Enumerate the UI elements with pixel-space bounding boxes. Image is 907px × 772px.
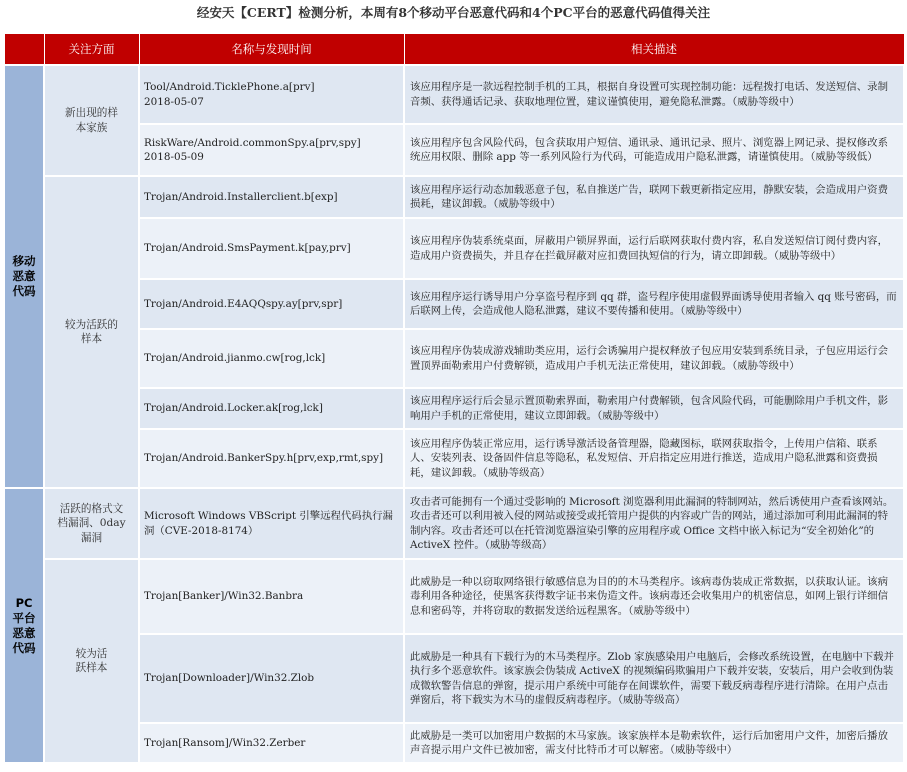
aspect-active-sample-label: 较为活跃的样本 (65, 318, 118, 345)
table-row (4, 65, 904, 124)
malware-name: Microsoft Windows VBScript 引擎远程代码执行漏洞（CVE-2018-8174） (139, 488, 404, 559)
category-pc (4, 488, 44, 763)
malware-date: 2018-05-07 (144, 95, 204, 108)
malware-desc: 该应用程序运行动态加载恶意子包，私自推送广告，联网下载更新指定应用，静默安装，会造成用户资费损耗，建议卸载。（威胁等级中） (404, 176, 904, 218)
malware-name: Trojan[Ransom]/Win32.Zerber (139, 723, 404, 763)
table-row (4, 559, 904, 634)
table-row (4, 329, 904, 388)
aspect-pc-active (44, 559, 139, 763)
malware-desc: 此威胁是一类可以加密用户数据的木马家族。该家族样本是勒索软件，运行后加密用户文件，加密后播放声音提示用户文件已被加密，需支付比特币才可以解密。（威胁等级中） (404, 723, 904, 763)
malware-name: Trojan/Android.BankerSpy.h[prv,exp,rmt,spy] (139, 429, 404, 488)
table-header-row (4, 34, 904, 66)
malware-name: Trojan/Android.jianmo.cw[rog,lck] (139, 329, 404, 388)
malware-name: Trojan[Banker]/Win32.Banbra (139, 559, 404, 634)
malware-name: Trojan/Android.Locker.ak[rog,lck] (139, 388, 404, 429)
malware-desc: 该应用程序包含风险代码，包含获取用户短信、通讯录、通讯记录、照片、浏览器上网记录、提权修改系统应用权限、删除 app 等一系列风险行为代码，可能造成用户隐私泄露，请谨慎使用。（威胁等级低） (404, 124, 904, 176)
table-row (4, 218, 904, 279)
table-row (4, 124, 904, 176)
aspect-vulnerability (44, 488, 139, 559)
header-name: 名称与发现时间 (139, 34, 404, 66)
malware-name: Trojan/Android.E4AQQspy.ay[prv,spr] (139, 279, 404, 329)
malware-name: Trojan/Android.Installerclient.b[exp] (139, 176, 404, 218)
category-mobile (4, 65, 44, 488)
malware-desc: 此威胁是一种具有下载行为的木马类程序。Zlob 家族感染用户电脑后，会修改系统设置，在电脑中下载并执行多个恶意软件。该家族会伪装成 ActiveX 的视频编码欺骗用户下载并安装，安装后，用户会收到伪装成微软警告信息的弹窗，提示用户系统中可能存在间谍软件，需要下载反病毒程序进行清除。在用户点击弹窗后，将下载实为木马的虚假反病毒程序。（威胁等级高） (404, 634, 904, 723)
malware-desc: 该应用程序是一款远程控制手机的工具，根据自身设置可实现控制功能：远程拨打电话、发送短信、录制音频、获得通话记录、获取地理位置，建议谨慎使用，避免隐私泄露。（威胁等级中） (404, 65, 904, 124)
aspect-new-family (44, 65, 139, 176)
aspect-pc-active-label: 较为活跃样本 (75, 647, 108, 674)
malware-desc: 该应用程序伪装成游戏辅助类应用，运行会诱骗用户提权释放子包应用安装到系统目录，子包应用运行会置顶界面勒索用户付费解锁，造成用户手机无法正常使用，建议卸载。（威胁等级中） (404, 329, 904, 388)
aspect-active-sample (44, 176, 139, 488)
aspect-vulnerability-label: 活跃的格式文档漏洞、0day 漏洞 (57, 502, 126, 544)
malware-name: Trojan/Android.SmsPayment.k[pay,prv] (139, 218, 404, 279)
category-mobile-label: 移动恶意代码 (12, 254, 36, 298)
malware-desc: 该应用程序运行诱导用户分享盗号程序到 qq 群，盗号程序使用虚假界面诱导使用者输入 qq 账号密码，而后联网上传，会造成他人隐私泄露，建议不要传播和使用。（威胁等级中） (404, 279, 904, 329)
category-pc-label: PC平台恶意代码 (12, 595, 36, 655)
malware-name: Trojan[Downloader]/Win32.Zlob (139, 634, 404, 723)
header-blank (4, 34, 44, 66)
page-caption: 经安天【CERT】检测分析，本周有8个移动平台恶意代码和4个PC平台的恶意代码值得关注 (196, 5, 711, 20)
table-row (4, 488, 904, 559)
malware-table (3, 33, 905, 764)
header-aspect: 关注方面 (44, 34, 139, 66)
table-row (4, 723, 904, 763)
malware-name-cell (139, 124, 404, 176)
malware-name: Tool/Android.TicklePhone.a[prv] (144, 81, 315, 94)
table-row (4, 634, 904, 723)
malware-desc: 该应用程序伪装正常应用，运行诱导激活设备管理器，隐藏图标，联网获取指令，上传用户信箱、联系人、安装列表、设备固件信息等隐私，私发短信、开启指定应用进行推送，造成用户隐私泄露和资费损耗，建议卸载。（威胁等级高） (404, 429, 904, 488)
table-row (4, 388, 904, 429)
table-row (4, 279, 904, 329)
table-row (4, 429, 904, 488)
malware-name: RiskWare/Android.commonSpy.a[prv,spy] (144, 136, 361, 149)
header-desc: 相关描述 (404, 34, 904, 66)
malware-desc: 该应用程序伪装系统桌面，屏蔽用户锁屏界面，运行后联网获取付费内容，私自发送短信订阅付费内容，造成用户资费损失，并且存在拦截屏蔽对应扣费回执短信的行为，请立即卸载。（威胁等级中） (404, 218, 904, 279)
malware-date: 2018-05-09 (144, 151, 204, 163)
malware-name-cell (139, 65, 404, 124)
malware-desc: 此威胁是一种以窃取网络银行敏感信息为目的的木马类程序。该病毒伪装成正常数据，以获取认证。该病毒利用各种途径，使黑客获得数字证书来伪造文件。该病毒还会收集用户的机密信息，如网上银行详细信息和密码等，并将窃取的数据发送给远程黑客。（威胁等级中） (404, 559, 904, 634)
table-row (4, 176, 904, 218)
malware-desc: 该应用程序运行后会显示置顶勒索界面，勒索用户付费解锁，包含风险代码，可能删除用户手机文件，影响用户手机的正常使用，建议立即卸载。（威胁等级中） (404, 388, 904, 429)
malware-desc: 攻击者可能拥有一个通过受影响的 Microsoft 浏览器利用此漏洞的特制网站，然后诱使用户查看该网站。攻击者还可以利用被入侵的网站或接受或托管用户提供的内容或广告的网站，通过添加可利用此漏洞的特制内容。攻击者还可以在托管浏览器渲染引擎的应用程序或 Office 文档中嵌入标记为“安全初始化”的 ActiveX 控件。（威胁等级高） (404, 488, 904, 559)
aspect-new-family-label: 新出现的样本家族 (65, 107, 118, 134)
